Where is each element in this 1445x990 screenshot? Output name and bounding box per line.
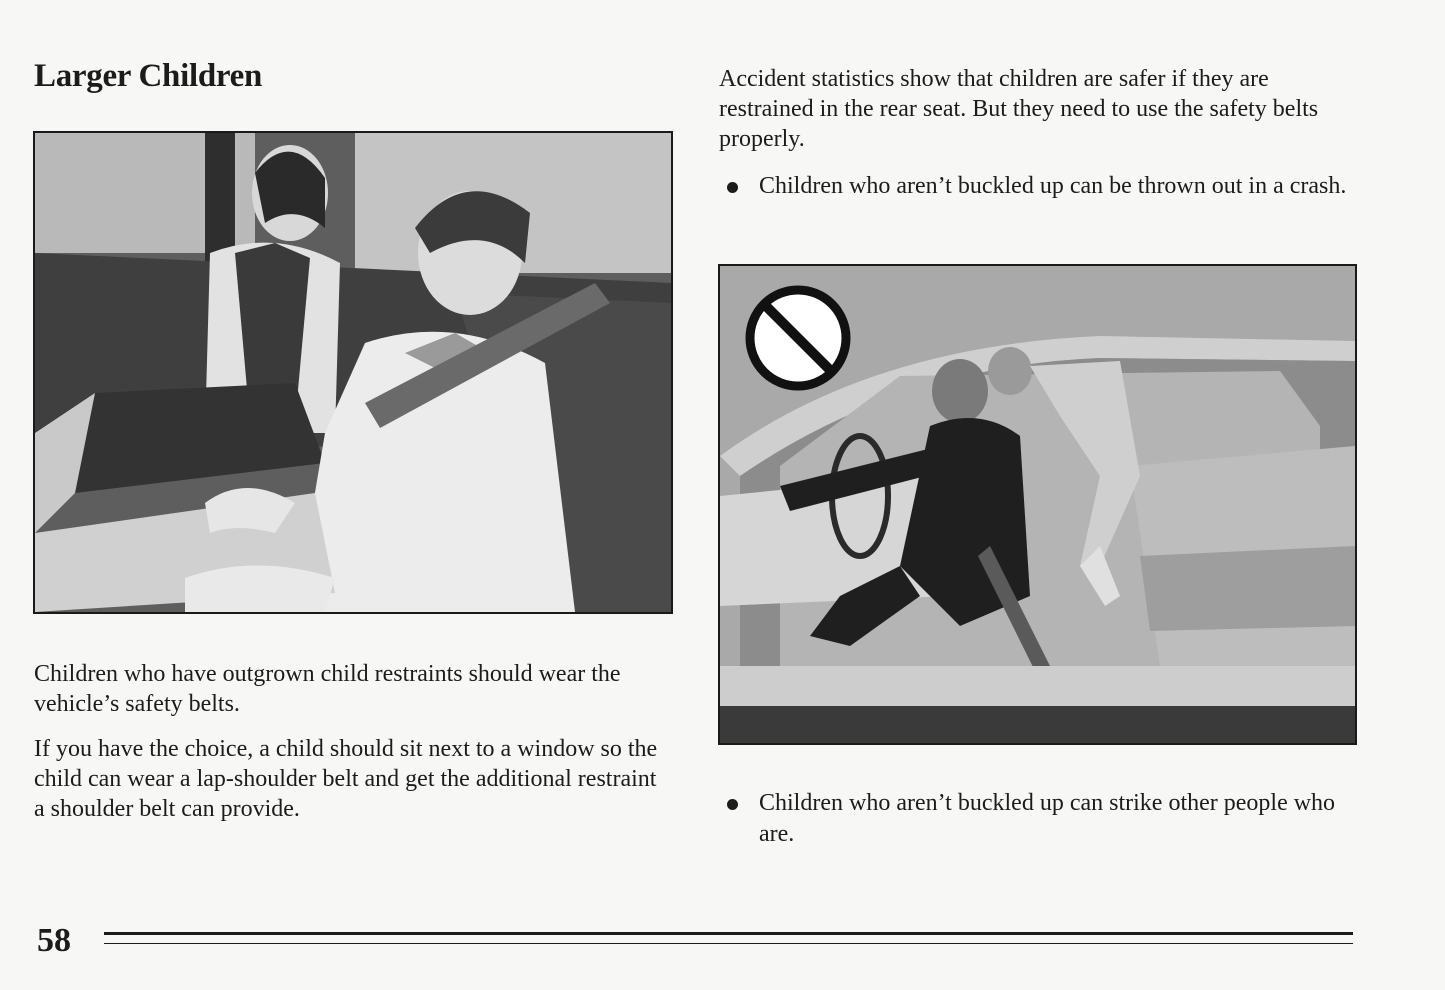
bullet-strike-others — [719, 788, 1359, 850]
bullet-dot-icon — [727, 799, 738, 810]
paragraph-outgrown-restraints: Children who have outgrown child restraints should wear the vehicle’s safety belts. — [34, 661, 621, 717]
footer-rule-thin — [104, 943, 1353, 944]
bullet-text: Children who aren’t buckled up can strike other people who are. — [759, 790, 1336, 847]
page-number: 58 — [37, 922, 71, 959]
paragraph-accident-statistics: Accident statistics show that children are safer if they are restrained in the rear seat. But they need to use the safety belts properly. — [719, 66, 1319, 152]
bullet-dot-icon — [727, 182, 738, 193]
bullet-thrown-out — [719, 171, 1359, 202]
unbuckled-child-thrown-forward-illustration — [720, 266, 1355, 743]
page-title: Larger Children — [34, 58, 263, 94]
unbuckled-child-illustration — [718, 264, 1357, 745]
bullet-text: Children who aren’t buckled up can be thrown out in a crash. — [759, 173, 1347, 199]
children-seated-with-belts-illustration — [35, 133, 671, 612]
footer-rule — [104, 932, 1353, 935]
no-symbol-icon — [750, 290, 846, 386]
children-seated-illustration — [33, 131, 673, 614]
paragraph-window-seat: If you have the choice, a child should sit next to a window so the child can wear a lap-shoulder belt and get the additional restraint a shoulder belt can provide. — [34, 736, 658, 822]
